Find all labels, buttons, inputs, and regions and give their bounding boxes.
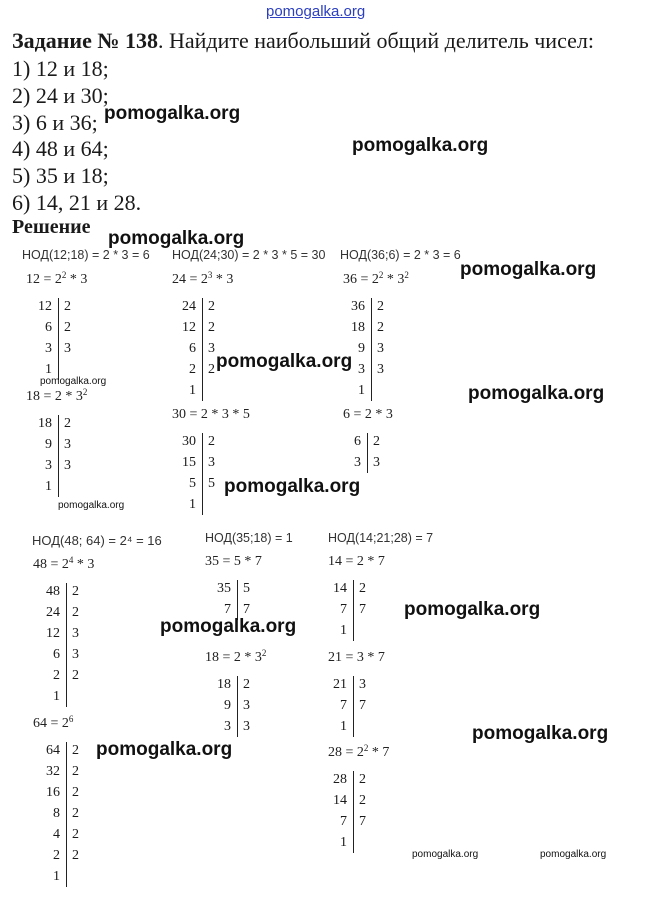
- watermark: pomogalka.org: [352, 135, 489, 156]
- task-title: Задание № 138: [12, 28, 158, 53]
- gcd-result: НОД(35;18) = 1: [205, 531, 293, 545]
- formula-exponent: 2: [61, 270, 67, 280]
- formula-text: 21 = 3 * 7: [328, 650, 385, 665]
- dividend-value: 2: [53, 668, 60, 683]
- dividend-value: 24: [46, 605, 60, 620]
- division-bar: [353, 580, 354, 641]
- dividend-value: 16: [46, 785, 60, 800]
- dividend-value: 48: [46, 584, 60, 599]
- formula-text: 28 = 2: [328, 745, 364, 760]
- formula-text: 18 = 2 * 3: [205, 650, 262, 665]
- formula-text: 6 = 2 * 3: [343, 407, 393, 422]
- dividend-value: 2: [53, 848, 60, 863]
- task-text: . Найдите наибольший общий делитель чисел:: [157, 28, 594, 53]
- divisor-value: 2: [64, 416, 71, 431]
- watermark-top: pomogalka.org: [266, 3, 366, 20]
- division-bar: [367, 433, 368, 473]
- watermark: pomogalka.org: [96, 739, 233, 760]
- divisor-value: 3: [64, 341, 71, 356]
- factorization-formula: [328, 650, 385, 666]
- dividend-value: 3: [45, 458, 52, 473]
- watermark: pomogalka.org: [468, 383, 605, 404]
- divisor-value: 3: [208, 455, 215, 470]
- formula-exponent: 2: [261, 648, 267, 658]
- formula-text: * 7: [368, 745, 390, 760]
- dividend-value: 12: [46, 626, 60, 641]
- dividend-value: 1: [53, 689, 60, 704]
- dividend-value: 9: [358, 341, 365, 356]
- formula-exponent: 3: [207, 270, 213, 280]
- divisor-value: 2: [359, 793, 366, 808]
- division-bar: [58, 298, 59, 380]
- factorization-formula: [26, 389, 87, 405]
- formula-text: 12 = 2: [26, 272, 62, 287]
- gcd-result: НОД(12;18) = 2 * 3 = 6: [22, 248, 150, 262]
- dividend-value: 64: [46, 743, 60, 758]
- divisor-value: 2: [243, 677, 250, 692]
- watermark: pomogalka.org: [404, 599, 541, 620]
- dividend-value: 9: [224, 698, 231, 713]
- divisor-value: 3: [72, 647, 79, 662]
- factorization-formula: [33, 557, 94, 573]
- factorization-formula: [328, 554, 385, 570]
- dividend-value: 32: [46, 764, 60, 779]
- dividend-value: 36: [351, 299, 365, 314]
- divisor-value: 3: [64, 437, 71, 452]
- factorization-formula: [172, 407, 250, 423]
- division-bar: [66, 742, 67, 887]
- dividend-value: 5: [189, 476, 196, 491]
- divisor-value: 2: [377, 320, 384, 335]
- formula-text: 64 = 2: [33, 716, 69, 731]
- watermark: pomogalka.org: [104, 103, 241, 124]
- division-bar: [371, 298, 372, 401]
- dividend-value: 18: [351, 320, 365, 335]
- dividend-value: 14: [333, 581, 347, 596]
- divisor-value: 7: [359, 602, 366, 617]
- watermark: pomogalka.org: [412, 849, 479, 860]
- dividend-value: 35: [217, 581, 231, 596]
- dividend-value: 12: [182, 320, 196, 335]
- divisor-value: 2: [72, 806, 79, 821]
- divisor-value: 2: [72, 668, 79, 683]
- watermark: pomogalka.org: [460, 259, 597, 280]
- divisor-value: 3: [72, 626, 79, 641]
- formula-exponent: 6: [68, 714, 74, 724]
- factorization-formula: [205, 650, 266, 666]
- factorization-formula: [343, 272, 409, 288]
- formula-text: * 3: [73, 557, 95, 572]
- formula-exponent: 2: [363, 743, 369, 753]
- dividend-value: 18: [38, 416, 52, 431]
- watermark: pomogalka.org: [540, 849, 607, 860]
- formula-text: * 3: [383, 272, 405, 287]
- dividend-value: 24: [182, 299, 196, 314]
- dividend-value: 7: [340, 698, 347, 713]
- division-bar: [202, 298, 203, 401]
- divisor-value: 7: [243, 602, 250, 617]
- formula-text: 18 = 2 * 3: [26, 389, 83, 404]
- dividend-value: 7: [340, 602, 347, 617]
- dividend-value: 1: [340, 623, 347, 638]
- factorization-formula: [33, 716, 73, 732]
- task-item: 4) 48 и 64;: [12, 136, 109, 161]
- divisor-value: 5: [208, 476, 215, 491]
- task-item: 3) 6 и 36;: [12, 110, 98, 135]
- dividend-value: 1: [358, 383, 365, 398]
- divisor-value: 3: [208, 341, 215, 356]
- dividend-value: 6: [45, 320, 52, 335]
- factorization-formula: [343, 407, 393, 423]
- dividend-value: 28: [333, 772, 347, 787]
- division-bar: [66, 583, 67, 707]
- dividend-value: 21: [333, 677, 347, 692]
- dividend-value: 1: [340, 835, 347, 850]
- divisor-value: 2: [373, 434, 380, 449]
- dividend-value: 1: [53, 869, 60, 884]
- factorization-formula: [205, 554, 262, 570]
- formula-text: 30 = 2 * 3 * 5: [172, 407, 250, 422]
- gcd-result: НОД(36;6) = 2 * 3 = 6: [340, 248, 461, 262]
- watermark: pomogalka.org: [472, 723, 609, 744]
- dividend-value: 6: [189, 341, 196, 356]
- divisor-value: 2: [208, 320, 215, 335]
- divisor-value: 2: [359, 772, 366, 787]
- dividend-value: 3: [358, 362, 365, 377]
- dividend-value: 8: [53, 806, 60, 821]
- divisor-value: 2: [64, 320, 71, 335]
- task-item: 6) 14, 21 и 28.: [12, 190, 142, 215]
- task-item: 5) 35 и 18;: [12, 163, 109, 188]
- watermark: pomogalka.org: [160, 616, 297, 637]
- division-bar: [202, 433, 203, 515]
- divisor-value: 5: [243, 581, 250, 596]
- factorization-formula: [172, 272, 233, 288]
- factorization-formula: [328, 745, 389, 761]
- divisor-value: 7: [359, 698, 366, 713]
- dividend-value: 1: [189, 383, 196, 398]
- dividend-value: 1: [189, 497, 196, 512]
- task-item: 2) 24 и 30;: [12, 83, 109, 108]
- dividend-value: 1: [340, 719, 347, 734]
- formula-text: 48 = 2: [33, 557, 69, 572]
- formula-exponent: 2: [378, 270, 384, 280]
- division-bar: [58, 415, 59, 497]
- division-bar: [353, 771, 354, 853]
- dividend-value: 15: [182, 455, 196, 470]
- formula-text: * 3: [212, 272, 234, 287]
- dividend-value: 2: [189, 362, 196, 377]
- dividend-value: 1: [45, 362, 52, 377]
- watermark: pomogalka.org: [108, 228, 245, 249]
- divisor-value: 2: [72, 848, 79, 863]
- gcd-result: НОД(24;30) = 2 * 3 * 5 = 30: [172, 248, 326, 262]
- formula-text: 24 = 2: [172, 272, 208, 287]
- watermark: pomogalka.org: [58, 500, 125, 511]
- divisor-value: 2: [208, 362, 215, 377]
- task-statement: [12, 28, 594, 54]
- watermark: pomogalka.org: [224, 476, 361, 497]
- dividend-value: 14: [333, 793, 347, 808]
- division-bar: [237, 676, 238, 737]
- divisor-value: 2: [72, 743, 79, 758]
- factorization-formula: [26, 272, 87, 288]
- dividend-value: 3: [354, 455, 361, 470]
- dividend-value: 3: [224, 719, 231, 734]
- divisor-value: 2: [208, 299, 215, 314]
- divisor-value: 3: [373, 455, 380, 470]
- divisor-value: 2: [72, 827, 79, 842]
- formula-text: 14 = 2 * 7: [328, 554, 385, 569]
- task-item: 1) 12 и 18;: [12, 56, 109, 81]
- divisor-value: 3: [243, 719, 250, 734]
- divisor-value: 7: [359, 814, 366, 829]
- formula-text: * 3: [66, 272, 88, 287]
- divisor-value: 3: [377, 362, 384, 377]
- dividend-value: 3: [45, 341, 52, 356]
- dividend-value: 4: [53, 827, 60, 842]
- formula-text: 35 = 5 * 7: [205, 554, 262, 569]
- dividend-value: 6: [354, 434, 361, 449]
- dividend-value: 7: [340, 814, 347, 829]
- divisor-value: 2: [72, 764, 79, 779]
- divisor-value: 2: [72, 605, 79, 620]
- dividend-value: 12: [38, 299, 52, 314]
- divisor-value: 2: [208, 434, 215, 449]
- formula-text: 36 = 2: [343, 272, 379, 287]
- divisor-value: 2: [359, 581, 366, 596]
- dividend-value: 7: [224, 602, 231, 617]
- solution-heading: Решение: [12, 216, 91, 238]
- dividend-value: 1: [45, 479, 52, 494]
- formula-exponent: 4: [68, 555, 74, 565]
- formula-exponent: 2: [404, 270, 409, 280]
- divisor-value: 3: [377, 341, 384, 356]
- dividend-value: 6: [53, 647, 60, 662]
- division-bar: [353, 676, 354, 737]
- divisor-value: 3: [359, 677, 366, 692]
- divisor-value: 3: [64, 458, 71, 473]
- watermark: pomogalka.org: [40, 376, 107, 387]
- divisor-value: 2: [377, 299, 384, 314]
- dividend-value: 18: [217, 677, 231, 692]
- divisor-value: 2: [64, 299, 71, 314]
- divisor-value: 2: [72, 785, 79, 800]
- divisor-value: 3: [243, 698, 250, 713]
- division-bar: [237, 580, 238, 620]
- formula-exponent: 2: [82, 387, 88, 397]
- watermark: pomogalka.org: [216, 351, 353, 372]
- divisor-value: 2: [72, 584, 79, 599]
- gcd-result: НОД(48; 64) = 2⁴ = 16: [32, 533, 162, 548]
- gcd-result: НОД(14;21;28) = 7: [328, 531, 434, 545]
- dividend-value: 30: [182, 434, 196, 449]
- dividend-value: 9: [45, 437, 52, 452]
